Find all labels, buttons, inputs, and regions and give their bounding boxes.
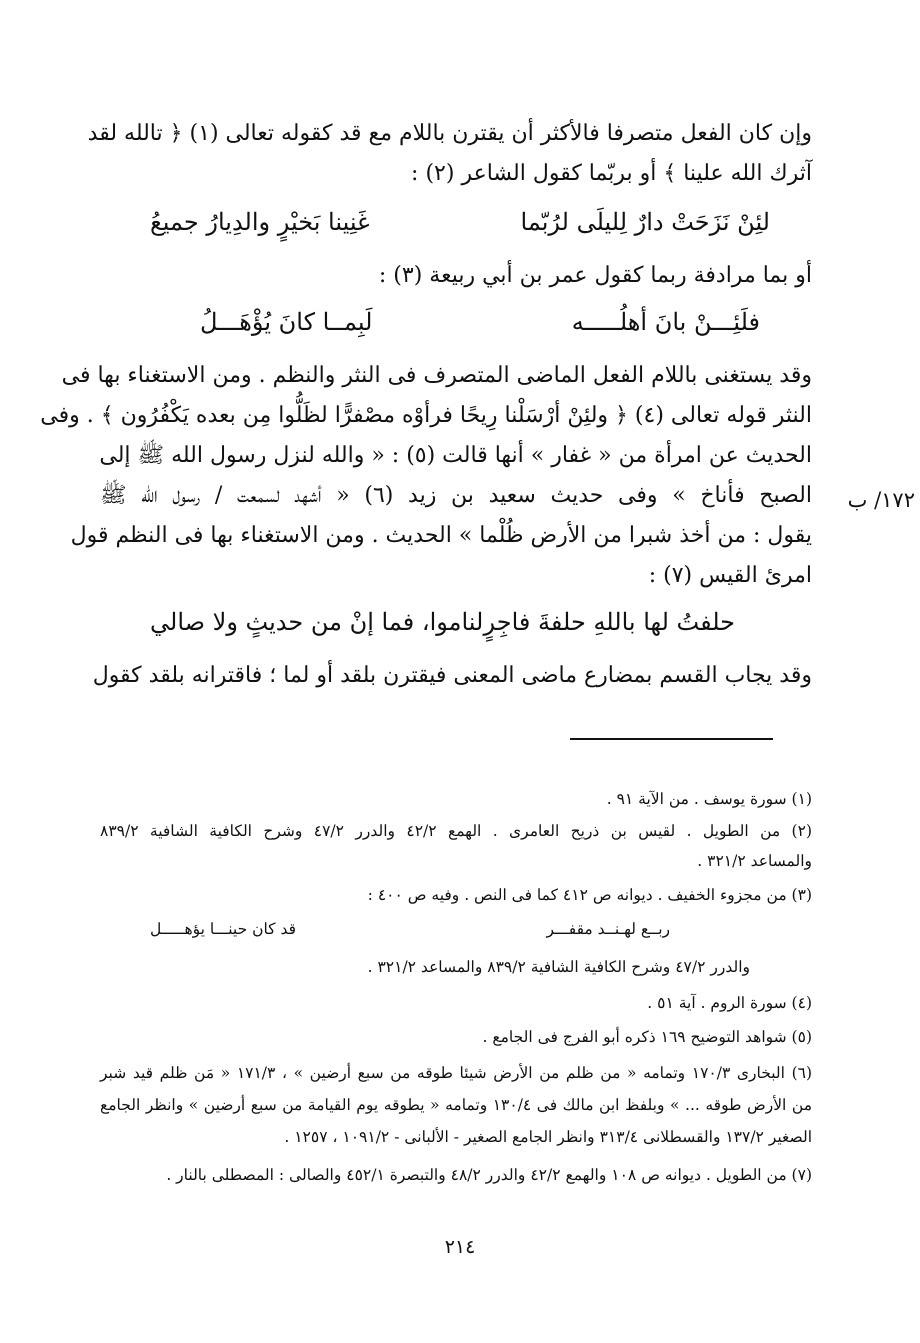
footnote-3-continued: والدرر ٤٧/٢ وشرح الكافية الشافية ٨٣٩/٢ والمساعد ٣٢١/٢ . <box>367 958 750 976</box>
body-line-3: أو بما مرادفة ربما كقول عمر بن أبي ربيعة (٣) : <box>378 263 812 288</box>
verse-1-first-hemistich: لئِنْ نَزَحَتْ دارٌ لِليلَى لرُبّما <box>520 208 770 236</box>
body-line-1: وإن كان الفعل متصرفا فالأكثر أن يقترن باللام مع قد كقوله تعالى (١) ﴿ تالله لقد <box>87 121 812 146</box>
verse-1-second-hemistich: غَنِينا بَخيْرٍ والدِيارُ جميعُ <box>150 208 370 236</box>
verse-3-first-hemistich: حلفتُ لها باللهِ حلفةَ فاجِرٍ <box>483 608 735 636</box>
body-line-5: النثر قوله تعالى (٤) ﴿ ولئِنْ أرْسَلْنا رِيحًا فرأوْه مصْفرًّا لظَلُّوا مِن بعده يَكْفُرُون ﴾ . وفى <box>40 403 812 428</box>
footnote-verse-second: قد كان حينـــا يؤهـــــل <box>150 920 297 938</box>
verse-2 <box>200 300 760 344</box>
footnote-6-continued-2: الصغير ١٣٧/٢ والقسطلانى ٣١٣/٤ وانظر الجامع الصغير - الألبانى - ١٠٩١/٢ ، ١٢٥٧ . <box>284 1128 812 1146</box>
body-line-4: وقد يستغنى باللام الفعل الماضى المتصرف فى النثر والنظم . ومن الاستغناء بها فى <box>61 363 812 388</box>
body-line-6: الحديث عن امرأة من « غفار » أنها قالت (٥) : « والله لنزل رسول الله ﷺ إلى <box>99 443 812 468</box>
footnote-2-continued: والمساعد ٣٢١/٢ . <box>697 852 812 870</box>
footnote-4: (٤) سورة الروم . آية ٥١ . <box>647 994 812 1012</box>
footnote-separator <box>570 738 773 740</box>
body-line-9: امرئ القيس (٧) : <box>648 563 812 588</box>
footnote-6: (٦) البخارى ١٧٠/٣ وتمامه « من ظلم من الأرض شيئا طوقه من سبع أرضين » ، ١٧١/٣ « مَن ظلم قيد شبر <box>100 1064 813 1082</box>
body-line-10: وقد يجاب القسم بمضارع ماضى المعنى فيقترن بلقد أو لما ؛ فاقترانه بلقد كقول <box>92 663 812 688</box>
verse-2-second-hemistich: لَبِمــا كانَ يُؤْهَـــلُ <box>200 308 373 336</box>
footnote-3-verse <box>150 914 670 944</box>
verse-3 <box>150 600 735 644</box>
footnote-6-continued-1: من الأرض طوقه ... » وبلفظ ابن مالك فى ١٣٠/٤ وتمامه « يطوقه يوم القيامة من سبع أرضين » وانظر الجامع <box>100 1096 812 1114</box>
footnote-5: (٥) شواهد التوضيح ١٦٩ ذكره أبو الفرج فى الجامع . <box>482 1028 812 1046</box>
footnote-1: (١) سورة يوسف . من الآية ٩١ . <box>606 790 812 808</box>
manuscript-folio-note: ١٧٢/ ب <box>847 488 915 512</box>
page-number: ٢١٤ <box>444 1236 476 1258</box>
footnote-7: (٧) من الطويل . ديوانه ص ١٠٨ والهمع ٤٢/٢ والدرر ٤٨/٢ والتبصرة ٤٥٢/١ والصالى : المصطلى بالنار . <box>166 1166 812 1184</box>
footnote-2: (٢) من الطويل . لقيس بن ذريح العامرى . الهمع ٤٢/٢ والدرر ٤٧/٢ وشرح الكافية الشافية ٨٣٩/٢ <box>100 822 812 840</box>
body-line-7: الصبح فأناخ » وفى حديث سعيد بن زيد (٦) « أشهد لسمعت / رسول الله ﷺ <box>100 483 812 508</box>
footnote-verse-first: ربــع لهـنــد مقفـــر <box>546 920 670 938</box>
verse-1 <box>150 200 770 244</box>
footnote-3: (٣) من مجزوء الخفيف . ديوانه ص ٤١٢ كما فى النص . وفيه ص ٤٠٠ : <box>367 886 812 904</box>
verse-3-second-hemistich: لناموا، فما إنْ من حديثٍ ولا صالي <box>150 608 484 636</box>
body-line-8: يقول : من أخذ شبرا من الأرض ظُلْما » الحديث . ومن الاستغناء بها فى النظم قول <box>70 523 812 548</box>
verse-2-first-hemistich: فلَئِـــنْ بانَ أهلُـــــه <box>571 308 760 336</box>
body-line-2: آثرك الله علينا ﴾ أو بربّما كقول الشاعر (٢) : <box>411 161 812 186</box>
